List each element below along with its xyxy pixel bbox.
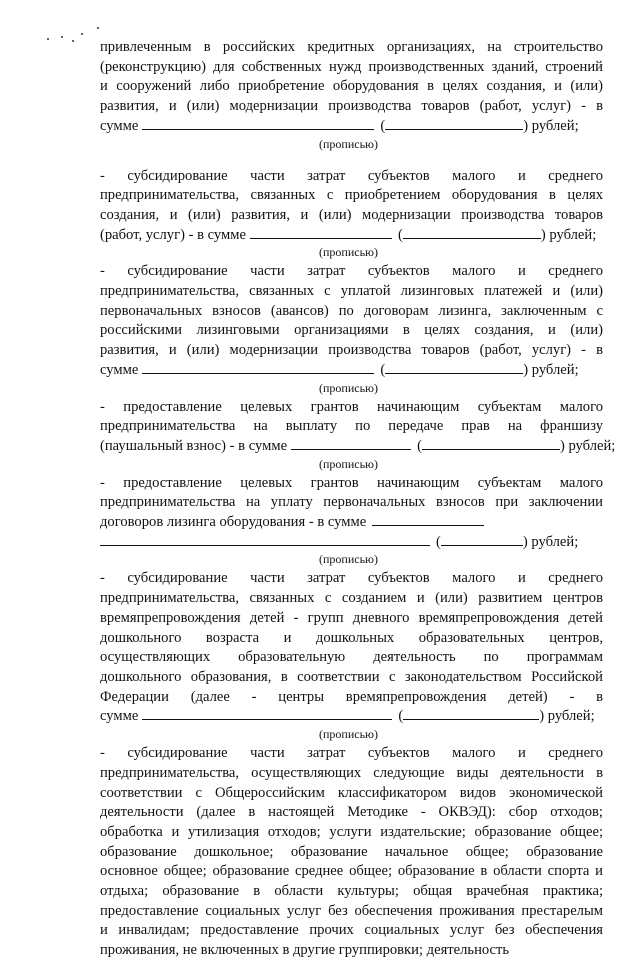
text-line-part: договоров лизинга оборудования - в сумме: [100, 514, 367, 531]
text-line: предпринимательства, связанных с созданием и (или) развитием центров: [100, 590, 603, 607]
text-line: российскими лизинговыми организациями в целях создания, и (или): [100, 322, 603, 339]
caption-in-words: (прописью): [319, 456, 379, 471]
text-line: первоначальных взносов (авансов) по договорам лизинга, заключенным с: [100, 302, 603, 319]
amount-words-blank[interactable]: [441, 533, 523, 546]
text-line: предпринимательства на выплату по передаче прав на франшизу: [100, 418, 603, 435]
text-line: развития, и (или) модернизации производства товаров (работ, услуг) - в: [100, 98, 603, 115]
sum-prefix: сумме: [100, 117, 139, 134]
amount-blank[interactable]: [372, 513, 484, 526]
amount-digits-blank[interactable]: [250, 226, 392, 239]
close-paren-rubles: ) рублей;: [559, 437, 616, 454]
text-line: деятельности (далее в настоящей Методике - ОКВЭД): сбор отходов;: [100, 804, 603, 821]
amount-words-blank[interactable]: [403, 707, 539, 720]
amount-digits-blank[interactable]: [291, 437, 411, 450]
caption-in-words: (прописью): [319, 727, 379, 742]
close-paren-rubles: ) рублей;: [523, 361, 579, 378]
text-line: - субсидирование части затрат субъектов малого и среднего: [100, 570, 603, 587]
sum-line: [100, 707, 603, 727]
text-line: - предоставление целевых грантов начинающим субъектам малого: [100, 398, 603, 415]
text-line: предпринимательства, осуществляющих следующие виды деятельности в: [100, 764, 603, 781]
text-line: и сооружений либо приобретение оборудования в целях создания, и (или): [100, 78, 603, 95]
text-line: проживания, не включенных в другие группировки; деятельность: [100, 942, 510, 959]
text-line: - субсидирование части затрат субъектов малого и среднего: [100, 263, 603, 280]
amount-digits-blank[interactable]: [100, 533, 430, 546]
sum-prefix: сумме: [100, 361, 139, 378]
close-paren-rubles: ) рублей;: [540, 226, 597, 243]
text-line: обработка и утилизация отходов; услуги издательские; образование общее;: [100, 823, 603, 840]
scan-specks: [45, 27, 105, 47]
paragraph: [100, 398, 616, 457]
sum-line: [100, 226, 603, 246]
sum-line: [100, 437, 616, 457]
text-line: осуществляющих образовательную деятельность по программам: [100, 649, 603, 666]
sum-prefix: (паушальный взнос) - в сумме: [100, 437, 288, 454]
open-paren: (: [398, 708, 404, 725]
text-line: отдыха; образование в области культуры; общая врачебная практика;: [100, 883, 603, 900]
paragraph: [100, 38, 603, 137]
paragraph: [100, 474, 603, 553]
open-paren: (: [380, 361, 386, 378]
paragraph: [100, 744, 603, 961]
open-paren: (: [380, 117, 386, 134]
text-line: - субсидирование части затрат субъектов малого и среднего: [100, 745, 603, 762]
text-line: развития, и (или) модернизации производства товаров (работ, услуг) - в: [100, 342, 603, 359]
text-line: дошкольного образования, в соответствии с законодательством Российской: [100, 668, 603, 685]
text-line: основное общее; образование среднее общее; образование в области спорта и: [100, 863, 603, 880]
close-paren-rubles: ) рублей;: [523, 117, 579, 134]
text-line: соответствии с Общероссийским классификатором видов экономической: [100, 784, 603, 801]
spacer: [100, 154, 603, 167]
text-line: предоставление социальных услуг без обеспечения проживания престарелым: [100, 902, 603, 919]
amount-words-blank[interactable]: [403, 226, 541, 239]
document-page: [100, 38, 616, 961]
sum-line: [100, 117, 603, 137]
text-line: образование дошкольное; образование начальное общее; образование: [100, 843, 603, 860]
text-line: и инвалидам; предоставление прочих социальных услуг без обеспечения: [100, 922, 603, 939]
text-line: привлеченным в российских кредитных организациях, на строительство: [100, 39, 603, 55]
open-paren: (: [436, 533, 441, 550]
text-line: предпринимательства, связанных с уплатой лизинговых платежей и (или): [100, 283, 603, 300]
sum-prefix: сумме: [100, 708, 139, 725]
paragraph: [100, 262, 603, 380]
amount-digits-blank[interactable]: [142, 707, 392, 720]
caption-in-words: (прописью): [319, 380, 379, 395]
sum-line: [100, 533, 603, 553]
text-line: - субсидирование части затрат субъектов малого и среднего: [100, 167, 603, 184]
close-paren-rubles: ) рублей;: [522, 533, 579, 550]
text-line: - предоставление целевых грантов начинающим субъектам малого: [100, 474, 603, 491]
text-line: (реконструкцию) для собственных нужд производственных зданий, строений: [100, 58, 603, 75]
close-paren-rubles: ) рублей;: [539, 708, 595, 725]
caption-in-words: (прописью): [319, 136, 379, 151]
text-line: Федерации (далее - центры времяпрепровождения детей) - в: [100, 688, 603, 705]
sum-line: [100, 361, 603, 381]
amount-words-blank[interactable]: [385, 117, 523, 130]
amount-digits-blank[interactable]: [142, 117, 374, 130]
text-line: предпринимательства на уплату первоначальных взносов при заключении: [100, 494, 603, 511]
open-paren: (: [397, 226, 403, 243]
paragraph: [100, 569, 603, 727]
text-line: дошкольного возраста и дошкольных образовательных центров,: [100, 629, 603, 646]
open-paren: (: [417, 437, 422, 454]
caption-in-words: (прописью): [319, 552, 379, 567]
text-line: предпринимательства, связанных с приобретением оборудования в целях: [100, 187, 603, 204]
text-line: времяпрепровождения детей - групп дневного времяпрепровождения детей: [100, 609, 603, 626]
sum-prefix: (работ, услуг) - в сумме: [100, 226, 246, 243]
amount-words-blank[interactable]: [422, 437, 560, 450]
caption-in-words: (прописью): [319, 245, 379, 260]
amount-digits-blank[interactable]: [142, 361, 374, 374]
text-line: [100, 513, 603, 533]
paragraph: [100, 167, 603, 246]
amount-words-blank[interactable]: [385, 361, 523, 374]
text-line: создания, и (или) развития, и (или) модернизации производства товаров: [100, 206, 603, 223]
